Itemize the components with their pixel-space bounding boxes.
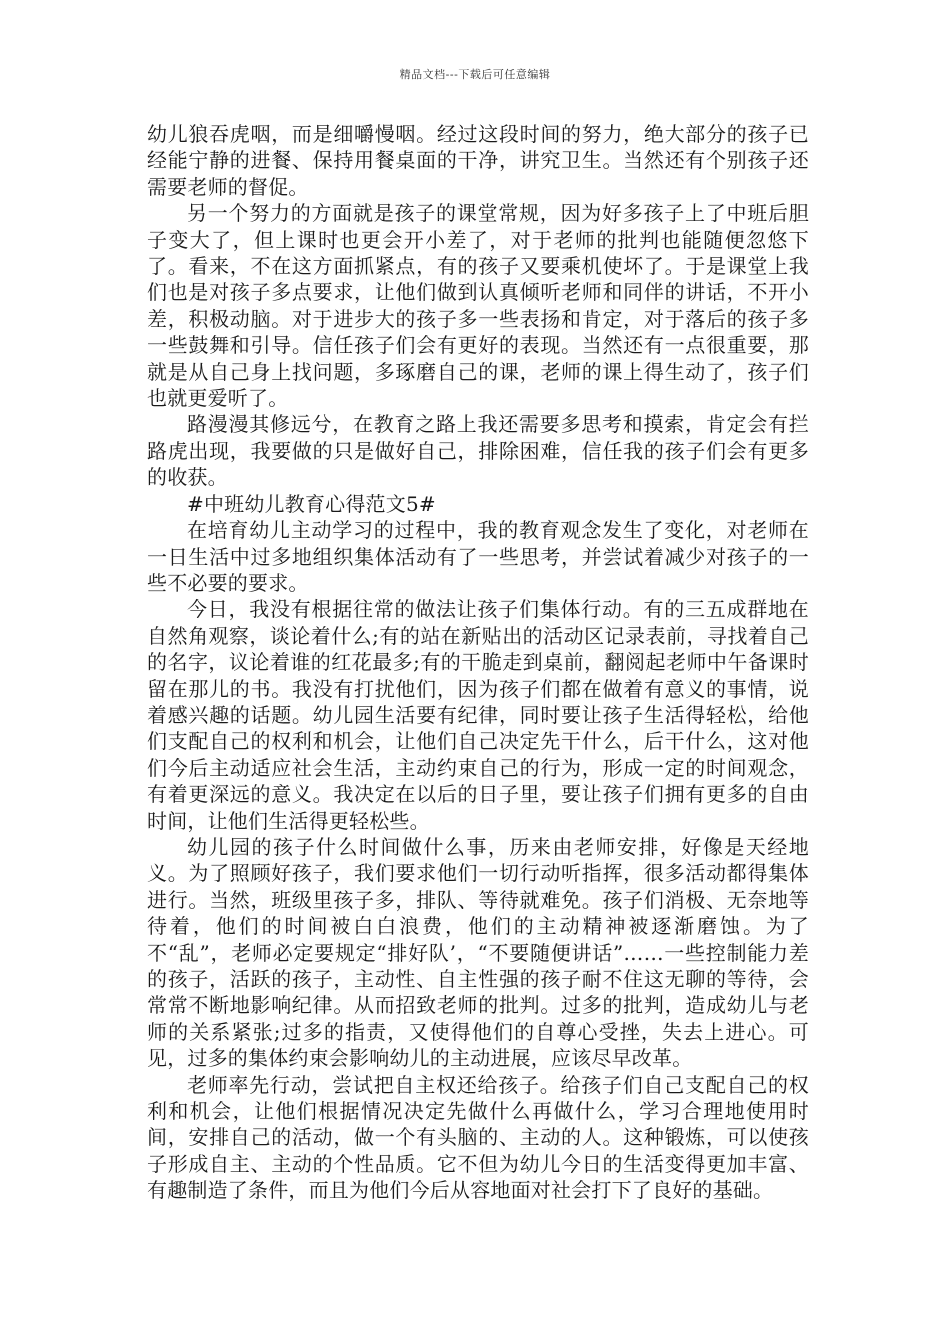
paragraph: 老师率先行动，尝试把自主权还给孩子。给孩子们自己支配自己的权利和机会，让他们根据情况决定先做什么再做什么，学习合理地使用时间，安排自己的活动，做一个有头脑的、主动的人。这种锻炼，可以使孩子形成自主、主动的个性品质。它不但为幼儿今日的生活变得更加丰富、有趣制造了条件，而且为他们今后从容地面对社会打下了良好的基础。 <box>147 1072 809 1203</box>
page-header: 精品文档---下载后可任意编辑 <box>399 68 551 81</box>
document-body <box>147 121 809 1204</box>
paragraph: 幼儿狼吞虎咽，而是细嚼慢咽。经过这段时间的努力，绝大部分的孩子已经能宁静的进餐、保持用餐桌面的干净，讲究卫生。当然还有个别孩子还需要老师的督促。 <box>147 122 809 199</box>
paragraph: 今日，我没有根据往常的做法让孩子们集体行动。有的三五成群地在自然角观察，谈论着什么;有的站在新贴出的活动区记录表前，寻找着自己的名字，议论着谁的红花最多;有的干脆走到桌前，翻阅起老师中午备课时留在那儿的书。我没有打扰他们，因为孩子们都在做着有意义的事情，说着感兴趣的话题。幼儿园生活要有纪律，同时要让孩子生活得轻松，给他们支配自己的权利和机会，让他们自己决定先干什么，后干什么，这对他们今后主动适应社会生活，主动约束自己的行为，形成一定的时间观念，有着更深远的意义。我决定在以后的日子里，要让孩子们拥有更多的自由时间，让他们生活得更轻松些。 <box>147 597 809 833</box>
section-heading: #中班幼儿教育心得范文5# <box>187 491 436 516</box>
paragraph: 路漫漫其修远兮，在教育之路上我还需要多思考和摸索，肯定会有拦路虎出现，我要做的只是做好自己，排除困难，信任我的孩子们会有更多的收获。 <box>147 412 809 490</box>
paragraph: 幼儿园的孩子什么时间做什么事，历来由老师安排，好像是天经地义。为了照顾好孩子，我们要求他们一切行动听指挥，很多活动都得集体进行。当然，班级里孩子多，排队、等待就难免。孩子们消极、无奈地等待着，他们的时间被白白浪费，他们的主动精神被逐渐磨蚀。为了不“乱”，老师必定要规定“排好队’，“不要随便讲话”……一些控制能力差的孩子，活跃的孩子，主动性、自主性强的孩子耐不住这无聊的等待，会常常不断地影响纪律。从而招致老师的批判。过多的批判，造成幼儿与老师的关系紧张;过多的指责，又使得他们的自尊心受挫，失去上进心。可见，过多的集体约束会影响幼儿的主动进展，应该尽早改革。 <box>147 834 809 1071</box>
paragraph: 在培育幼儿主动学习的过程中，我的教育观念发生了变化，对老师在一日生活中过多地组织集体活动有了一些思考，并尝试着减少对孩子的一些不必要的要求。 <box>147 518 809 595</box>
paragraph: 另一个努力的方面就是孩子的课堂常规，因为好多孩子上了中班后胆子变大了，但上课时也更会开小差了，对于老师的批判也能随便忽悠下了。看来，不在这方面抓紧点，有的孩子又要乘机使坏了。于是课堂上我们也是对孩子多点要求，让他们做到认真倾听老师和同伴的讲话，不开小差，积极动脑。对于进步大的孩子多一些表扬和肯定，对于落后的孩子多一些鼓舞和引导。信任孩子们会有更好的表现。当然还有一点很重要，那就是从自己身上找问题，多琢磨自己的课，老师的课上得生动了，孩子们也就更爱听了。 <box>147 201 809 411</box>
